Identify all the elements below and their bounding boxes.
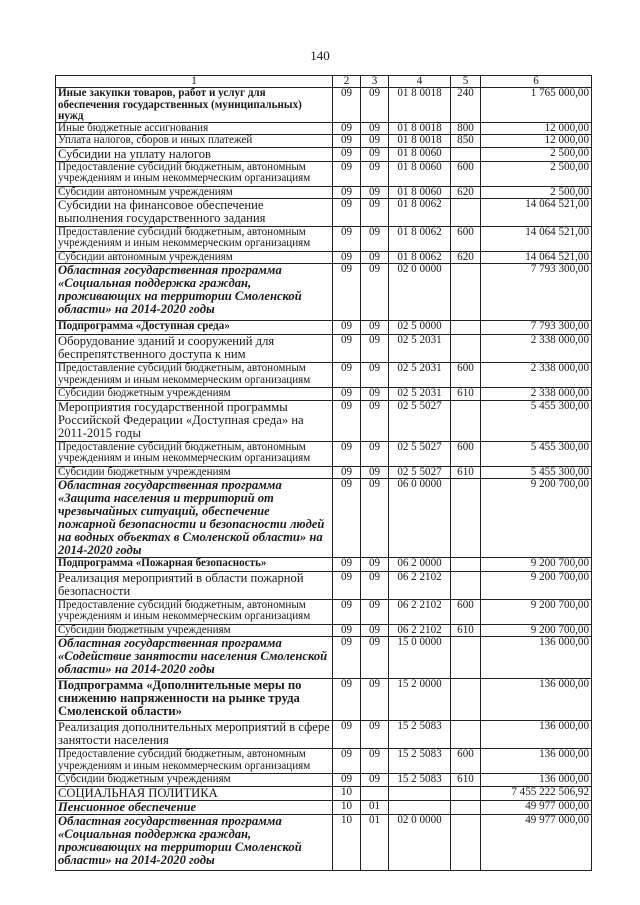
row-section-cell: 09 bbox=[333, 335, 361, 363]
table-row bbox=[56, 557, 592, 571]
table-row bbox=[56, 637, 592, 679]
row-subsection-cell: 09 bbox=[361, 599, 389, 624]
row-name-cell: Подпрограмма «Дополнительные меры по снижению напряженности на рынке труда Смоленской области» bbox=[56, 679, 333, 721]
row-target-code-cell bbox=[389, 800, 451, 814]
row-subsection-cell: 09 bbox=[361, 227, 389, 252]
row-amount-cell: 2 500,00 bbox=[481, 147, 592, 161]
row-subsection-cell: 09 bbox=[361, 466, 389, 478]
row-name-cell: Предоставление субсидий бюджетным, автономным учреждениям и иным некоммерческим организациям bbox=[56, 441, 333, 466]
row-target-code-cell: 01 8 0062 bbox=[389, 199, 451, 227]
row-subsection-cell: 09 bbox=[361, 123, 389, 135]
row-expense-type-cell bbox=[451, 335, 481, 363]
table-row bbox=[56, 363, 592, 388]
row-section-cell: 09 bbox=[333, 721, 361, 749]
row-amount-cell: 9 200 700,00 bbox=[481, 571, 592, 599]
table-row bbox=[56, 199, 592, 227]
row-amount-cell: 14 064 521,00 bbox=[481, 227, 592, 252]
row-section-cell: 09 bbox=[333, 478, 361, 557]
row-target-code-cell: 01 8 0062 bbox=[389, 227, 451, 252]
row-name-cell: Предоставление субсидий бюджетным, автономным учреждениям и иным некоммерческим организациям bbox=[56, 161, 333, 186]
header-row bbox=[56, 76, 592, 88]
table-row bbox=[56, 88, 592, 123]
row-amount-cell: 136 000,00 bbox=[481, 721, 592, 749]
row-expense-type-cell bbox=[451, 814, 481, 870]
row-subsection-cell: 09 bbox=[361, 161, 389, 186]
row-subsection-cell: 09 bbox=[361, 557, 389, 571]
table-row bbox=[56, 321, 592, 335]
row-amount-cell: 5 455 300,00 bbox=[481, 400, 592, 441]
row-amount-cell: 136 000,00 bbox=[481, 637, 592, 679]
row-expense-type-cell: 240 bbox=[451, 88, 481, 123]
row-subsection-cell: 09 bbox=[361, 478, 389, 557]
row-section-cell: 09 bbox=[333, 199, 361, 227]
row-amount-cell: 2 500,00 bbox=[481, 161, 592, 186]
row-amount-cell: 12 000,00 bbox=[481, 123, 592, 135]
row-subsection-cell: 09 bbox=[361, 400, 389, 441]
row-target-code-cell: 15 2 5083 bbox=[389, 774, 451, 786]
row-subsection-cell: 09 bbox=[361, 637, 389, 679]
table-row bbox=[56, 478, 592, 557]
row-subsection-cell: 09 bbox=[361, 679, 389, 721]
header-col-4: 4 bbox=[389, 76, 451, 88]
row-subsection-cell: 09 bbox=[361, 88, 389, 123]
row-name-cell: Предоставление субсидий бюджетным, автономным учреждениям и иным некоммерческим организациям bbox=[56, 363, 333, 388]
header-col-6: 6 bbox=[481, 76, 592, 88]
row-section-cell: 10 bbox=[333, 814, 361, 870]
row-target-code-cell: 02 5 5027 bbox=[389, 441, 451, 466]
row-section-cell: 09 bbox=[333, 264, 361, 321]
row-name-cell: Мероприятия государственной программы Российской Федерации «Доступная среда» на 2011-2015 годы bbox=[56, 400, 333, 441]
row-subsection-cell: 09 bbox=[361, 186, 389, 198]
table-row bbox=[56, 774, 592, 786]
row-expense-type-cell bbox=[451, 800, 481, 814]
row-section-cell: 09 bbox=[333, 774, 361, 786]
row-section-cell: 09 bbox=[333, 400, 361, 441]
row-section-cell: 10 bbox=[333, 786, 361, 800]
table-row bbox=[56, 800, 592, 814]
row-amount-cell: 9 200 700,00 bbox=[481, 599, 592, 624]
row-expense-type-cell: 610 bbox=[451, 774, 481, 786]
row-target-code-cell: 01 8 0062 bbox=[389, 252, 451, 264]
table-row bbox=[56, 749, 592, 774]
row-target-code-cell: 01 8 0060 bbox=[389, 161, 451, 186]
header-col-1: 1 bbox=[56, 76, 333, 88]
row-expense-type-cell: 600 bbox=[451, 161, 481, 186]
table-row bbox=[56, 135, 592, 147]
row-expense-type-cell bbox=[451, 557, 481, 571]
row-name-cell: Иные бюджетные ассигнования bbox=[56, 123, 333, 135]
row-target-code-cell: 02 5 0000 bbox=[389, 321, 451, 335]
table-row bbox=[56, 679, 592, 721]
row-expense-type-cell: 620 bbox=[451, 252, 481, 264]
row-section-cell: 09 bbox=[333, 135, 361, 147]
row-subsection-cell: 09 bbox=[361, 199, 389, 227]
row-section-cell: 10 bbox=[333, 800, 361, 814]
row-section-cell: 09 bbox=[333, 441, 361, 466]
row-section-cell: 09 bbox=[333, 571, 361, 599]
row-expense-type-cell: 600 bbox=[451, 441, 481, 466]
table-row bbox=[56, 252, 592, 264]
row-amount-cell: 1 765 000,00 bbox=[481, 88, 592, 123]
table-row bbox=[56, 147, 592, 161]
row-section-cell: 09 bbox=[333, 123, 361, 135]
row-section-cell: 09 bbox=[333, 466, 361, 478]
row-expense-type-cell bbox=[451, 679, 481, 721]
budget-table bbox=[55, 75, 592, 871]
row-expense-type-cell bbox=[451, 264, 481, 321]
table-row bbox=[56, 441, 592, 466]
row-section-cell: 09 bbox=[333, 363, 361, 388]
row-target-code-cell: 15 2 5083 bbox=[389, 721, 451, 749]
row-section-cell: 09 bbox=[333, 147, 361, 161]
row-name-cell: Субсидии бюджетным учреждениям bbox=[56, 774, 333, 786]
row-amount-cell: 12 000,00 bbox=[481, 135, 592, 147]
row-name-cell: Субсидии на уплату налогов bbox=[56, 147, 333, 161]
row-subsection-cell: 09 bbox=[361, 252, 389, 264]
row-amount-cell: 136 000,00 bbox=[481, 679, 592, 721]
row-target-code-cell: 02 5 5027 bbox=[389, 400, 451, 441]
row-name-cell: Областная государственная программа «Защита населения и территорий от чрезвычайных ситуаций, обеспечение пожарной безопасности и безопасности людей на водных объектах в Смоленской области» на 2014-2020 годы bbox=[56, 478, 333, 557]
row-section-cell: 09 bbox=[333, 637, 361, 679]
row-target-code-cell: 01 8 0018 bbox=[389, 123, 451, 135]
row-name-cell: Подпрограмма «Доступная среда» bbox=[56, 321, 333, 335]
table-row bbox=[56, 388, 592, 400]
row-amount-cell: 2 338 000,00 bbox=[481, 388, 592, 400]
row-name-cell: Субсидии бюджетным учреждениям bbox=[56, 388, 333, 400]
row-expense-type-cell bbox=[451, 321, 481, 335]
row-expense-type-cell: 850 bbox=[451, 135, 481, 147]
row-amount-cell: 136 000,00 bbox=[481, 749, 592, 774]
row-subsection-cell: 09 bbox=[361, 388, 389, 400]
row-name-cell: Субсидии бюджетным учреждениям bbox=[56, 624, 333, 636]
row-subsection-cell: 09 bbox=[361, 571, 389, 599]
row-name-cell: Реализация дополнительных мероприятий в сфере занятости населения bbox=[56, 721, 333, 749]
row-target-code-cell: 06 2 2102 bbox=[389, 599, 451, 624]
row-target-code-cell: 01 8 0060 bbox=[389, 147, 451, 161]
row-target-code-cell: 06 2 2102 bbox=[389, 624, 451, 636]
row-subsection-cell bbox=[361, 786, 389, 800]
row-name-cell: Предоставление субсидий бюджетным, автономным учреждениям и иным некоммерческим организациям bbox=[56, 227, 333, 252]
row-name-cell: Субсидии автономным учреждениям bbox=[56, 252, 333, 264]
row-name-cell: Предоставление субсидий бюджетным, автономным учреждениям и иным некоммерческим организациям bbox=[56, 599, 333, 624]
row-name-cell: СОЦИАЛЬНАЯ ПОЛИТИКА bbox=[56, 786, 333, 800]
row-subsection-cell: 09 bbox=[361, 321, 389, 335]
row-name-cell: Реализация мероприятий в области пожарной безопасности bbox=[56, 571, 333, 599]
row-target-code-cell: 06 2 2102 bbox=[389, 571, 451, 599]
table-row bbox=[56, 786, 592, 800]
row-amount-cell: 14 064 521,00 bbox=[481, 199, 592, 227]
row-amount-cell: 9 200 700,00 bbox=[481, 557, 592, 571]
row-section-cell: 09 bbox=[333, 624, 361, 636]
row-section-cell: 09 bbox=[333, 599, 361, 624]
row-subsection-cell: 09 bbox=[361, 147, 389, 161]
header-col-3: 3 bbox=[361, 76, 389, 88]
row-subsection-cell: 09 bbox=[361, 774, 389, 786]
row-target-code-cell bbox=[389, 786, 451, 800]
row-expense-type-cell: 610 bbox=[451, 388, 481, 400]
row-expense-type-cell: 600 bbox=[451, 227, 481, 252]
row-expense-type-cell bbox=[451, 571, 481, 599]
row-subsection-cell: 09 bbox=[361, 441, 389, 466]
header-col-5: 5 bbox=[451, 76, 481, 88]
table-row bbox=[56, 186, 592, 198]
row-subsection-cell: 09 bbox=[361, 363, 389, 388]
row-subsection-cell: 09 bbox=[361, 749, 389, 774]
row-section-cell: 09 bbox=[333, 388, 361, 400]
header-col-2: 2 bbox=[333, 76, 361, 88]
row-subsection-cell: 01 bbox=[361, 814, 389, 870]
row-amount-cell: 9 200 700,00 bbox=[481, 478, 592, 557]
row-amount-cell: 5 455 300,00 bbox=[481, 466, 592, 478]
row-name-cell: Предоставление субсидий бюджетным, автономным учреждениям и иным некоммерческим организациям bbox=[56, 749, 333, 774]
row-section-cell: 09 bbox=[333, 679, 361, 721]
row-subsection-cell: 09 bbox=[361, 264, 389, 321]
row-section-cell: 09 bbox=[333, 557, 361, 571]
row-amount-cell: 2 338 000,00 bbox=[481, 335, 592, 363]
row-amount-cell: 9 200 700,00 bbox=[481, 624, 592, 636]
row-target-code-cell: 02 5 2031 bbox=[389, 363, 451, 388]
row-name-cell: Подпрограмма «Пожарная безопасность» bbox=[56, 557, 333, 571]
row-amount-cell: 7 793 300,00 bbox=[481, 321, 592, 335]
row-target-code-cell: 01 8 0060 bbox=[389, 186, 451, 198]
table-row bbox=[56, 161, 592, 186]
row-expense-type-cell bbox=[451, 786, 481, 800]
row-section-cell: 09 bbox=[333, 186, 361, 198]
row-amount-cell: 7 455 222 506,92 bbox=[481, 786, 592, 800]
row-expense-type-cell bbox=[451, 637, 481, 679]
row-target-code-cell: 02 0 0000 bbox=[389, 264, 451, 321]
row-subsection-cell: 01 bbox=[361, 800, 389, 814]
row-name-cell: Субсидии на финансовое обеспечение выполнения государственного задания bbox=[56, 199, 333, 227]
row-expense-type-cell: 600 bbox=[451, 749, 481, 774]
row-target-code-cell: 02 5 5027 bbox=[389, 466, 451, 478]
row-target-code-cell: 02 0 0000 bbox=[389, 814, 451, 870]
page-number: 140 bbox=[310, 48, 330, 63]
row-subsection-cell: 09 bbox=[361, 335, 389, 363]
row-target-code-cell: 15 2 5083 bbox=[389, 749, 451, 774]
table-row bbox=[56, 814, 592, 870]
row-expense-type-cell: 620 bbox=[451, 186, 481, 198]
row-expense-type-cell: 800 bbox=[451, 123, 481, 135]
table-row bbox=[56, 624, 592, 636]
row-section-cell: 09 bbox=[333, 749, 361, 774]
row-target-code-cell: 01 8 0018 bbox=[389, 135, 451, 147]
row-name-cell: Субсидии бюджетным учреждениям bbox=[56, 466, 333, 478]
table-row bbox=[56, 571, 592, 599]
row-subsection-cell: 09 bbox=[361, 624, 389, 636]
row-section-cell: 09 bbox=[333, 161, 361, 186]
row-target-code-cell: 06 0 0000 bbox=[389, 478, 451, 557]
row-subsection-cell: 09 bbox=[361, 135, 389, 147]
table-row bbox=[56, 721, 592, 749]
row-expense-type-cell: 600 bbox=[451, 599, 481, 624]
row-expense-type-cell bbox=[451, 147, 481, 161]
row-expense-type-cell bbox=[451, 478, 481, 557]
row-expense-type-cell: 600 bbox=[451, 363, 481, 388]
row-amount-cell: 5 455 300,00 bbox=[481, 441, 592, 466]
row-name-cell: Областная государственная программа «Содействие занятости населения Смоленской области» на 2014-2020 годы bbox=[56, 637, 333, 679]
row-name-cell: Областная государственная программа «Социальная поддержка граждан, проживающих на территории Смоленской области» на 2014-2020 годы bbox=[56, 264, 333, 321]
row-section-cell: 09 bbox=[333, 252, 361, 264]
row-amount-cell: 136 000,00 bbox=[481, 774, 592, 786]
row-subsection-cell: 09 bbox=[361, 721, 389, 749]
row-amount-cell: 49 977 000,00 bbox=[481, 800, 592, 814]
table-row bbox=[56, 123, 592, 135]
row-name-cell: Субсидии автономным учреждениям bbox=[56, 186, 333, 198]
table-row bbox=[56, 227, 592, 252]
row-expense-type-cell bbox=[451, 199, 481, 227]
row-amount-cell: 14 064 521,00 bbox=[481, 252, 592, 264]
row-target-code-cell: 02 5 2031 bbox=[389, 388, 451, 400]
table-row bbox=[56, 264, 592, 321]
row-section-cell: 09 bbox=[333, 321, 361, 335]
row-target-code-cell: 06 2 0000 bbox=[389, 557, 451, 571]
row-amount-cell: 7 793 300,00 bbox=[481, 264, 592, 321]
row-expense-type-cell: 610 bbox=[451, 624, 481, 636]
table-row bbox=[56, 599, 592, 624]
row-amount-cell: 2 500,00 bbox=[481, 186, 592, 198]
table-row bbox=[56, 335, 592, 363]
row-amount-cell: 49 977 000,00 bbox=[481, 814, 592, 870]
row-target-code-cell: 01 8 0018 bbox=[389, 88, 451, 123]
table-row bbox=[56, 466, 592, 478]
row-name-cell: Иные закупки товаров, работ и услуг для обеспечения государственных (муниципальных) нужд bbox=[56, 88, 333, 123]
row-name-cell: Областная государственная программа «Социальная поддержка граждан, проживающих на территории Смоленской области» на 2014-2020 годы bbox=[56, 814, 333, 870]
row-target-code-cell: 02 5 2031 bbox=[389, 335, 451, 363]
table-row bbox=[56, 400, 592, 441]
row-section-cell: 09 bbox=[333, 88, 361, 123]
row-name-cell: Оборудование зданий и сооружений для беспрепятственного доступа к ним bbox=[56, 335, 333, 363]
row-name-cell: Пенсионное обеспечение bbox=[56, 800, 333, 814]
row-name-cell: Уплата налогов, сборов и иных платежей bbox=[56, 135, 333, 147]
row-expense-type-cell: 610 bbox=[451, 466, 481, 478]
row-target-code-cell: 15 2 0000 bbox=[389, 679, 451, 721]
row-section-cell: 09 bbox=[333, 227, 361, 252]
row-target-code-cell: 15 0 0000 bbox=[389, 637, 451, 679]
row-expense-type-cell bbox=[451, 400, 481, 441]
row-amount-cell: 2 338 000,00 bbox=[481, 363, 592, 388]
row-expense-type-cell bbox=[451, 721, 481, 749]
